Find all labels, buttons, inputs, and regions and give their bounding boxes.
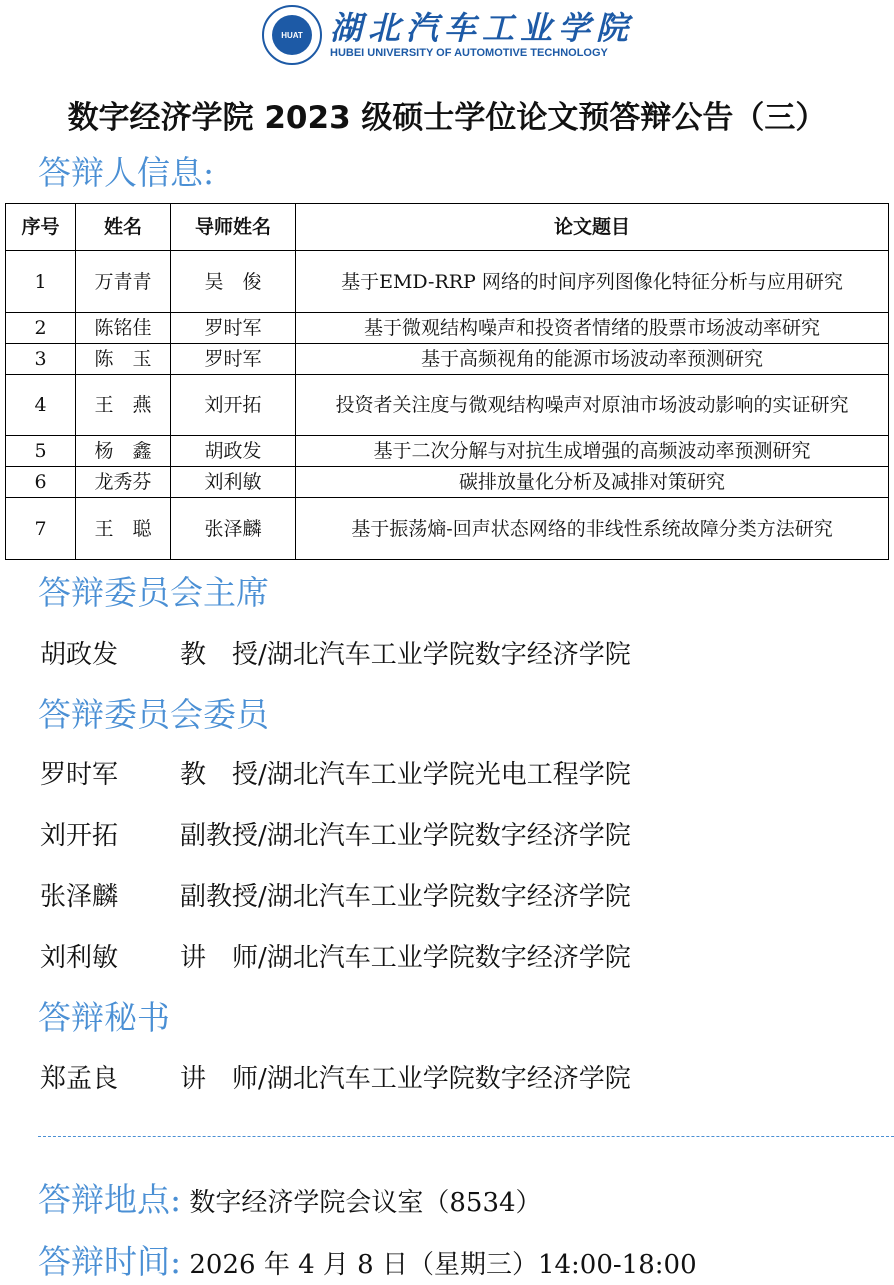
- advisor-name: 吴 俊: [171, 251, 296, 313]
- divider: [38, 1136, 894, 1137]
- member-role: 教 授/湖北汽车工业学院数字经济学院: [180, 640, 631, 670]
- member-role: 讲 师/湖北汽车工业学院数字经济学院: [180, 1064, 631, 1094]
- candidates-table: [5, 203, 889, 560]
- student-name: 陈铭佳: [76, 313, 171, 344]
- table-row: [6, 375, 889, 436]
- advisor-name: 胡政发: [171, 436, 296, 467]
- advisor-name: 张泽麟: [171, 498, 296, 560]
- location-value: 数字经济学院会议室（8534）: [189, 1188, 542, 1218]
- row-number: 3: [6, 344, 76, 375]
- thesis-title: 基于二次分解与对抗生成增强的高频波动率预测研究: [296, 436, 889, 467]
- row-number: 2: [6, 313, 76, 344]
- member-name: 罗时军: [40, 760, 119, 790]
- header-cell: 姓名: [76, 204, 171, 251]
- member-line: [40, 638, 631, 672]
- time-line: [38, 1242, 697, 1285]
- row-number: 7: [6, 498, 76, 560]
- thesis-title: 基于高频视角的能源市场波动率预测研究: [296, 344, 889, 375]
- member-line: [40, 1062, 631, 1096]
- member-name: 刘利敏: [40, 943, 119, 973]
- table-header-row: [6, 204, 889, 251]
- member-role: 讲 师/湖北汽车工业学院数字经济学院: [180, 943, 631, 973]
- table-row: [6, 344, 889, 375]
- section-heading-secretary: 答辩秘书: [38, 998, 170, 1037]
- row-number: 4: [6, 375, 76, 436]
- section-heading-candidates: 答辩人信息:: [38, 153, 215, 192]
- member-line: [40, 941, 631, 975]
- header-cell: 导师姓名: [171, 204, 296, 251]
- advisor-name: 罗时军: [171, 344, 296, 375]
- table-row: [6, 313, 889, 344]
- section-heading-chair: 答辩委员会主席: [38, 573, 269, 612]
- logo-english-name: HUBEI UNIVERSITY OF AUTOMOTIVE TECHNOLOGY: [330, 47, 608, 59]
- header-cell: 序号: [6, 204, 76, 251]
- member-name: 郑孟良: [40, 1064, 119, 1094]
- location-label: 答辩地点:: [38, 1180, 182, 1219]
- row-number: 6: [6, 467, 76, 498]
- advisor-name: 罗时军: [171, 313, 296, 344]
- thesis-title: 碳排放量化分析及减排对策研究: [296, 467, 889, 498]
- member-name: 胡政发: [40, 640, 119, 670]
- student-name: 王 聪: [76, 498, 171, 560]
- logo-chinese-name: 湖北汽车工业学院: [330, 9, 635, 47]
- time-value: 2026 年 4 月 8 日（星期三）14:00-18:00: [189, 1250, 697, 1280]
- advisor-name: 刘利敏: [171, 467, 296, 498]
- table-row: [6, 436, 889, 467]
- time-label: 答辩时间:: [38, 1242, 182, 1281]
- member-name: 刘开拓: [40, 821, 119, 851]
- member-line: [40, 819, 631, 853]
- thesis-title: 基于振荡熵-回声状态网络的非线性系统故障分类方法研究: [296, 498, 889, 560]
- header-cell: 论文题目: [296, 204, 889, 251]
- member-line: [40, 758, 631, 792]
- member-line: [40, 880, 631, 914]
- university-seal-icon: HUAT: [262, 5, 322, 65]
- table-row: [6, 498, 889, 560]
- page-title: 数字经济学院 2023 级硕士学位论文预答辩公告（三）: [67, 100, 827, 136]
- row-number: 1: [6, 251, 76, 313]
- member-role: 副教授/湖北汽车工业学院数字经济学院: [180, 882, 631, 912]
- table-row: [6, 467, 889, 498]
- student-name: 龙秀芬: [76, 467, 171, 498]
- location-line: [38, 1180, 542, 1223]
- row-number: 5: [6, 436, 76, 467]
- member-role: 教 授/湖北汽车工业学院光电工程学院: [180, 760, 631, 790]
- university-logo: [262, 4, 634, 66]
- advisor-name: 刘开拓: [171, 375, 296, 436]
- section-heading-committee: 答辩委员会委员: [38, 695, 269, 734]
- thesis-title: 基于EMD-RRP 网络的时间序列图像化特征分析与应用研究: [296, 251, 889, 313]
- table-row: [6, 251, 889, 313]
- student-name: 万青青: [76, 251, 171, 313]
- student-name: 陈 玉: [76, 344, 171, 375]
- member-role: 副教授/湖北汽车工业学院数字经济学院: [180, 821, 631, 851]
- member-name: 张泽麟: [40, 882, 119, 912]
- thesis-title: 基于微观结构噪声和投资者情绪的股票市场波动率研究: [296, 313, 889, 344]
- thesis-title: 投资者关注度与微观结构噪声对原油市场波动影响的实证研究: [296, 375, 889, 436]
- student-name: 杨 鑫: [76, 436, 171, 467]
- student-name: 王 燕: [76, 375, 171, 436]
